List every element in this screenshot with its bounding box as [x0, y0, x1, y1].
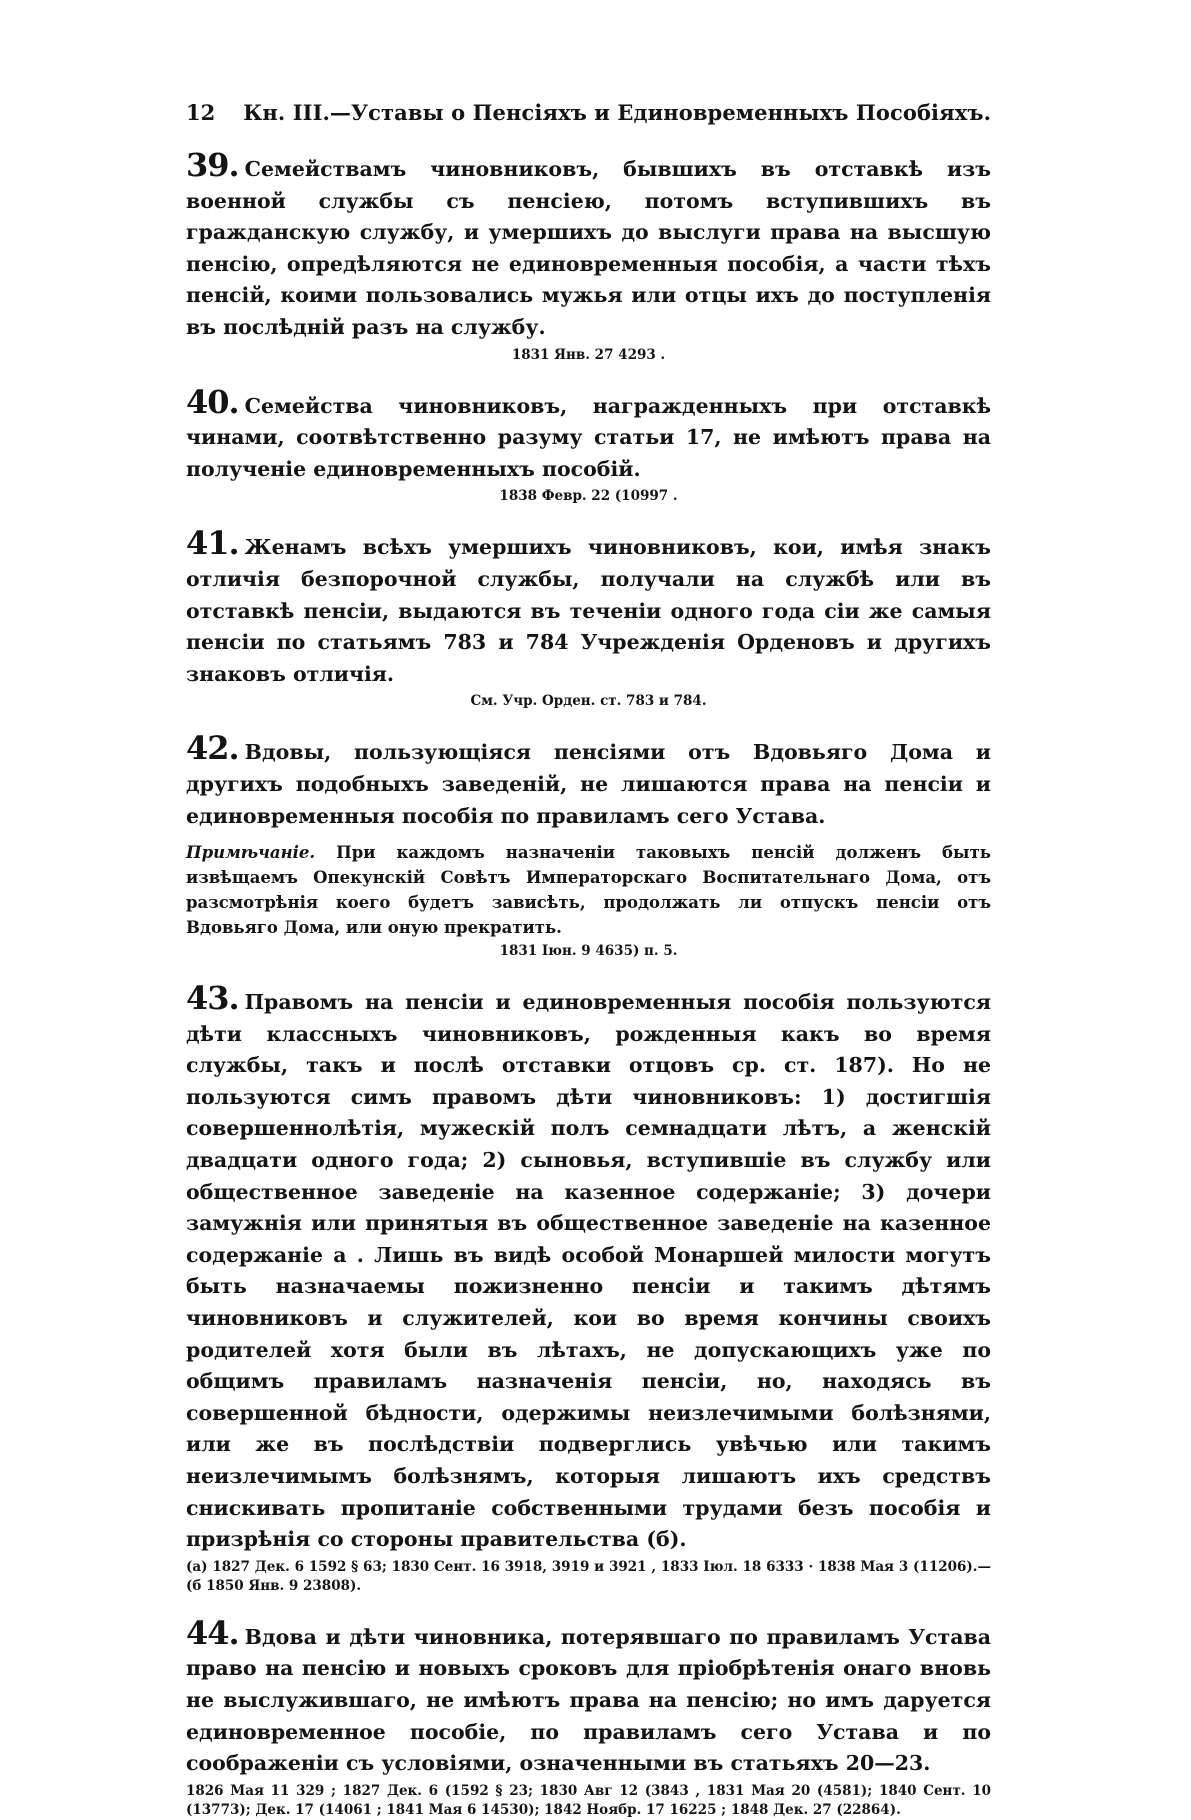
article-source: (а) 1827 Дек. 6 1592 § 63; 1830 Сент. 16 3918, 3919 и 3921 , 1833 Іюл. 18 6333 · 1838 Мая 3 (11206).—(б 1850 Янв. 9 23808).	[186, 1558, 991, 1594]
article-body	[186, 979, 991, 1556]
running-title: Кн. III.—Уставы о Пенсіяхъ и Единовременныхъ Пособіяхъ.	[243, 100, 991, 125]
note-lead: Примѣчаніе.	[186, 843, 316, 863]
article-number: 39.	[186, 146, 239, 184]
article-42	[186, 729, 991, 961]
article-source: 1826 Мая 11 329 ; 1827 Дек. 6 (1592 § 23; 1830 Авг 12 (3843 , 1831 Мая 20 (4581); 1840 Сент. 10 (13773); Дек. 17 (14061 ; 1841 Мая 6 14530); 1842 Ноябр. 17 16225 ; 1848 Дек. 27 (22864).	[186, 1782, 991, 1818]
article-39	[186, 146, 991, 365]
article-number: 41.	[186, 524, 239, 563]
article-text: Женамъ всѣхъ умершихъ чиновниковъ, кои, имѣя знакъ отличія безпорочной службы, получали на службѣ или въ отставкѣ пенсіи, выдаются въ теченіи одного года сіи же самыя пенсіи по статьямъ 783 и 784 Учрежденія Орденовъ и другихъ знаковъ отличія.	[186, 535, 991, 686]
article-body	[186, 1613, 991, 1780]
article-body	[186, 382, 991, 486]
article-41	[186, 524, 991, 711]
article-body	[186, 524, 991, 690]
page-header	[186, 98, 991, 128]
article-source: 1831 Іюн. 9 4635) п. 5.	[499, 943, 678, 960]
article-43	[186, 979, 991, 1596]
article-40	[186, 382, 991, 507]
article-text: Вдова и дѣти чиновника, потерявшаго по правиламъ Устава право на пенсію и новыхъ сроковъ для пріобрѣтенія онаго вновь не выслужившаго, не имѣютъ права на пенсію; но имъ даруется единовременное пособіе, по правиламъ сего Устава и по соображеніи съ условіями, означенными въ статьяхъ 20—23.	[186, 1624, 991, 1776]
article-source: См. Учр. Орден. ст. 783 и 784.	[470, 693, 707, 710]
article-text: Семейства чиновниковъ, награжденныхъ при отставкѣ чинами, соотвѣтственно разуму статьи 17, не имѣютъ права на полученіе единовременныхъ пособій.	[186, 393, 991, 481]
article-number: 42.	[186, 729, 239, 768]
article-number: 43.	[186, 979, 239, 1018]
book-page	[186, 98, 991, 1820]
article-source: 1831 Янв. 27 4293 .	[511, 346, 666, 363]
article-text: Семействамъ чиновниковъ, бывшихъ въ отставкѣ изъ военной службы съ пенсіею, потомъ вступившихъ въ гражданскую службу, и умершихъ до выслуги права на высшую пенсію, опредѣляются не единовременныя пособія, а части тѣхъ пенсій, коими пользовались мужья или отцы ихъ до поступленія въ послѣдній разъ на службу.	[186, 157, 991, 339]
page-number: 12	[186, 100, 216, 125]
article-source: 1838 Февр. 22 (10997 .	[499, 488, 678, 505]
article-44	[186, 1613, 991, 1820]
article-text: Правомъ на пенсіи и единовременныя пособія пользуются дѣти классныхъ чиновниковъ, рожденныя какъ во время службы, такъ и послѣ отставки отцовъ ср. ст. 187). Но не пользуются симъ правомъ дѣти чиновниковъ: 1) достигшія совершеннолѣтія, мужескій полъ семнадцати лѣтъ, а женскій двадцати одного года; 2) сыновья, вступившіе въ службу или общественное заведеніе на казенное содержаніе; 3) дочери замужнія или принятыя въ общественное заведеніе на казенное содержаніе а . Лишь въ видѣ особой Монаршей милости могутъ быть назначаемы пожизненно пенсіи и такимъ дѣтямъ чиновниковъ и служителей, кои во время кончины своихъ родителей хотя были въ лѣтахъ, не допускающихъ уже по общимъ правиламъ назначенія пенсіи, но, находясь въ совершенной бѣдности, одержимы неизлечимыми болѣзнями, или же въ послѣдствіи подверглись увѣчью или такимъ неизлечимымъ болѣзнямъ, которыя лишаютъ ихъ средствъ снискивать пропитаніе собственными трудами безъ пособія и призрѣнія со стороны правительства (б).	[186, 990, 991, 1552]
article-number: 44.	[186, 1613, 239, 1652]
article-note	[186, 840, 991, 940]
article-number: 40.	[186, 382, 239, 421]
article-text: Вдовы, пользующіяся пенсіями отъ Вдовьяго Дома и другихъ подобныхъ заведеній, не лишаются права на пенсіи и единовременныя пособія по правиламъ сего Устава.	[186, 740, 991, 828]
note-text: При каждомъ назначеніи таковыхъ пенсій долженъ быть извѣщаемъ Опекунскій Совѣтъ Императорскаго Воспитательнаго Дома, отъ разсмотрѣнія коего будетъ зависѣть, продолжать ли отпускъ пенсіи отъ Вдовьяго Дома, или оную прекратить.	[186, 843, 991, 938]
article-body	[186, 729, 991, 832]
article-body	[186, 146, 991, 344]
